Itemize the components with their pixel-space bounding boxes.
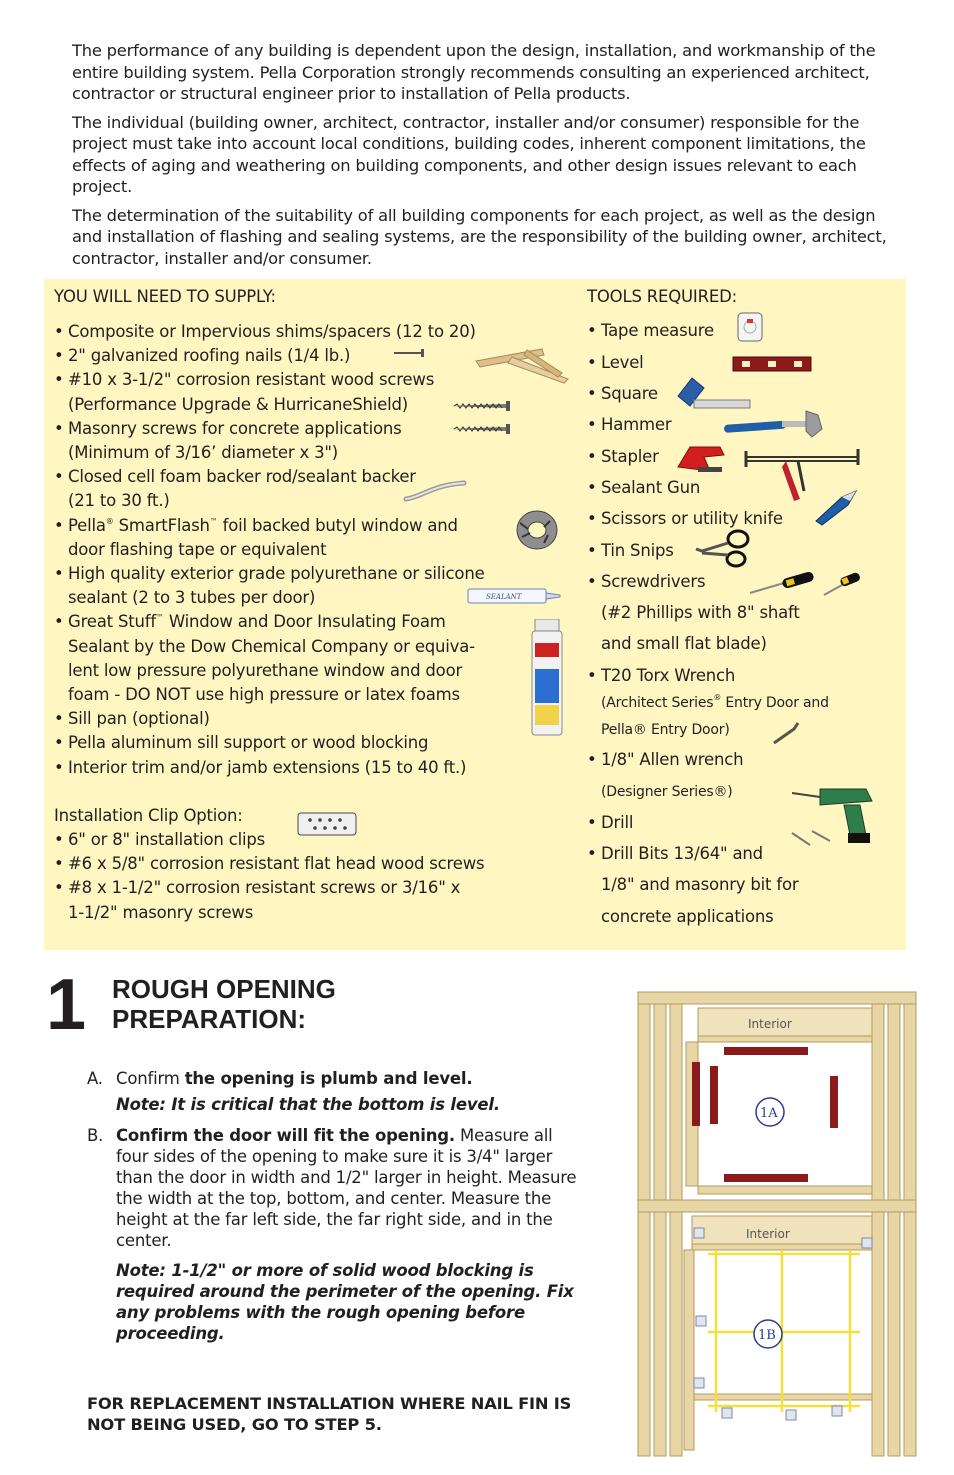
instruction-note: Note: 1-1/2" or more of solid wood blocking is required around the perimeter of the opening. Fix any problems with the rough opening before proceeding. <box>116 1261 574 1343</box>
item-text: Window and Door Insulating Foam <box>163 612 446 632</box>
registered-mark: ® <box>713 693 722 702</box>
list-item: • High quality exterior grade polyurethane or silicone <box>54 562 574 586</box>
list-item-continued: foam - DO NOT use high pressure or latex foams <box>68 685 460 705</box>
drill-bits-icon <box>788 827 840 853</box>
item-text: Pella <box>68 515 106 535</box>
supply-heading: YOU WILL NEED TO SUPPLY: <box>54 287 276 306</box>
tape-measure-icon <box>734 309 766 345</box>
item-text: (Architect Series <box>601 695 714 711</box>
tin-snips-icon <box>692 527 752 571</box>
sealant-tube-label: SEALANT <box>486 593 522 601</box>
list-item: • Screwdrivers <box>587 572 705 591</box>
foam-sealant-can-icon <box>529 619 565 737</box>
registered-mark: ® <box>105 516 114 526</box>
list-item-continued: (Performance Upgrade & HurricaneShield) <box>68 394 409 414</box>
roofing-nail-icon <box>392 347 428 359</box>
flashing-tape-roll-icon <box>514 507 560 553</box>
step-title <box>112 974 336 1034</box>
list-item-continued: (21 to 30 ft.) <box>68 491 170 511</box>
list-item <box>54 514 574 538</box>
item-text: foil backed butyl window and <box>217 515 458 535</box>
instruction-label: A. <box>87 1069 103 1088</box>
list-item: • Sealant Gun <box>587 478 700 497</box>
figure-callout-label: 1B <box>758 1328 776 1343</box>
list-item: • Level <box>587 353 644 372</box>
list-item-continued: 1-1/2" masonry screws <box>68 902 254 922</box>
list-item: • Drill Bits 13/64" and <box>587 844 763 863</box>
list-item: • Sill pan (optional) <box>54 707 574 731</box>
intro-paragraph: The performance of any building is dependent upon the design, installation, and workmanship of the entire building system. Pella Corporation strongly recommends consulting an experienced architect, contractor or structural engineer prior to installation of Pella products. <box>72 41 876 103</box>
list-item-continued: Pella® Entry Door) <box>601 722 730 738</box>
clip-heading: Installation Clip Option: <box>54 805 243 825</box>
replacement-note: FOR REPLACEMENT INSTALLATION WHERE NAIL FIN IS NOT BEING USED, GO TO STEP 5. <box>87 1394 572 1434</box>
list-item-continued: 1/8" and masonry bit for <box>601 875 799 894</box>
list-item: • Stapler <box>587 447 659 466</box>
list-item: • Interior trim and/or jamb extensions (15 to 40 ft.) <box>54 756 574 780</box>
list-item: • Tin Snips <box>587 541 674 560</box>
list-item: • 2" galvanized roofing nails (1/4 lb.) <box>54 344 574 368</box>
item-text: Great Stuff <box>68 612 157 632</box>
step-number: 1 <box>46 965 87 1045</box>
list-item: • Square <box>587 384 658 403</box>
instruction-note: Note: It is critical that the bottom is level. <box>116 1095 500 1114</box>
item-text: Entry Door and <box>721 695 829 711</box>
level-icon <box>732 355 812 373</box>
intro-text <box>72 40 907 276</box>
list-item: • #8 x 1-1/2" corrosion resistant screws or 3/16" x <box>54 876 574 900</box>
wood-screw-icon <box>448 400 514 412</box>
list-item: • Composite or Impervious shims/spacers (12 to 20) <box>54 320 574 344</box>
instruction-bold-text: Confirm the door will fit the opening. <box>116 1126 455 1145</box>
hammer-icon <box>722 409 830 439</box>
instruction-text: Measure all four sides of the opening to make sure it is 3/4" larger than the door in width and 1/2" larger in height. Measure the width at the top, bottom, and center. Measure the height at the far left side, the far right side, and in the center. <box>116 1126 577 1250</box>
instruction-bold-text: the opening is plumb and level. <box>184 1069 473 1088</box>
list-item-continued: (#2 Phillips with 8" shaft <box>601 603 800 622</box>
list-item: • Tape measure <box>587 321 714 340</box>
instruction-text: Confirm <box>116 1069 185 1088</box>
list-item: • Masonry screws for concrete applications <box>54 417 574 441</box>
figure-1b-rough-opening-measure <box>636 1198 920 1460</box>
step-instructions <box>87 1068 587 1354</box>
list-item: • T20 Torx Wrench <box>587 666 735 685</box>
instruction-b <box>87 1125 587 1344</box>
intro-paragraph: The determination of the suitability of all building components for each project, as well as the design and installation of flashing and sealing systems, are the responsibility of the building owner, architect, contractor, installer and/or consumer. <box>72 205 887 268</box>
instruction-label: B. <box>87 1126 104 1145</box>
list-item-continued: (Designer Series®) <box>601 784 733 800</box>
phillips-screwdriver-icon <box>748 571 818 597</box>
tools-heading: TOOLS REQUIRED: <box>587 287 737 306</box>
item-text: SmartFlash <box>113 515 210 535</box>
list-item: • #6 x 5/8" corrosion resistant flat head wood screws <box>54 852 574 876</box>
list-item: • Hammer <box>587 415 671 434</box>
list-item-continued: and small flat blade) <box>601 634 767 653</box>
trademark-mark: ™ <box>156 613 164 623</box>
stapler-icon <box>674 441 728 475</box>
utility-knife-icon <box>812 487 862 527</box>
step-title-line: PREPARATION: <box>112 1004 307 1034</box>
list-item-continued: Sealant by the Dow Chemical Company or equiva- <box>68 636 475 656</box>
trademark-mark: ™ <box>209 516 218 526</box>
torx-wrench-icon <box>772 721 802 747</box>
list-item-continued <box>587 695 829 711</box>
backer-rod-icon <box>402 479 468 505</box>
shims-icon <box>472 345 572 385</box>
list-item: • #10 x 3-1/2" corrosion resistant wood screws <box>54 368 574 392</box>
list-item: • 1/8" Allen wrench <box>587 750 743 769</box>
masonry-screw-icon <box>448 423 514 435</box>
flat-screwdriver-icon <box>822 571 862 601</box>
installation-clip-icon <box>296 811 358 837</box>
list-item-continued: lent low pressure polyurethane window and door <box>68 660 463 680</box>
list-item-continued: sealant (2 to 3 tubes per door) <box>68 588 316 608</box>
list-item: • Pella aluminum sill support or wood blocking <box>54 731 574 755</box>
figure-header-label: Interior <box>748 1017 792 1031</box>
list-item <box>54 610 574 634</box>
figure-1a-rough-opening-level <box>636 990 920 1206</box>
intro-paragraph: The individual (building owner, architect, contractor, installer and/or consumer) responsible for the project must take into account local conditions, building codes, inherent component limitations, the effects of aging and weathering on building components, and other design issues relevant to each project. <box>72 112 866 196</box>
list-item: • 6" or 8" installation clips <box>54 828 574 852</box>
list-item-continued: (Minimum of 3/16’ diameter x 3") <box>68 443 339 463</box>
instruction-a <box>87 1068 587 1115</box>
supplies-panel <box>44 279 906 950</box>
list-item: • Drill <box>587 813 633 832</box>
list-item: • Closed cell foam backer rod/sealant backer <box>54 465 574 489</box>
list-item: • Scissors or utility knife <box>587 509 783 528</box>
sealant-tube-icon <box>466 585 562 607</box>
figure-header-label: Interior <box>746 1227 790 1241</box>
list-item-continued: concrete applications <box>601 907 774 926</box>
step-title-line: ROUGH OPENING <box>112 974 336 1004</box>
list-item-continued: door flashing tape or equivalent <box>68 539 327 559</box>
figure-callout-label: 1A <box>760 1106 778 1121</box>
